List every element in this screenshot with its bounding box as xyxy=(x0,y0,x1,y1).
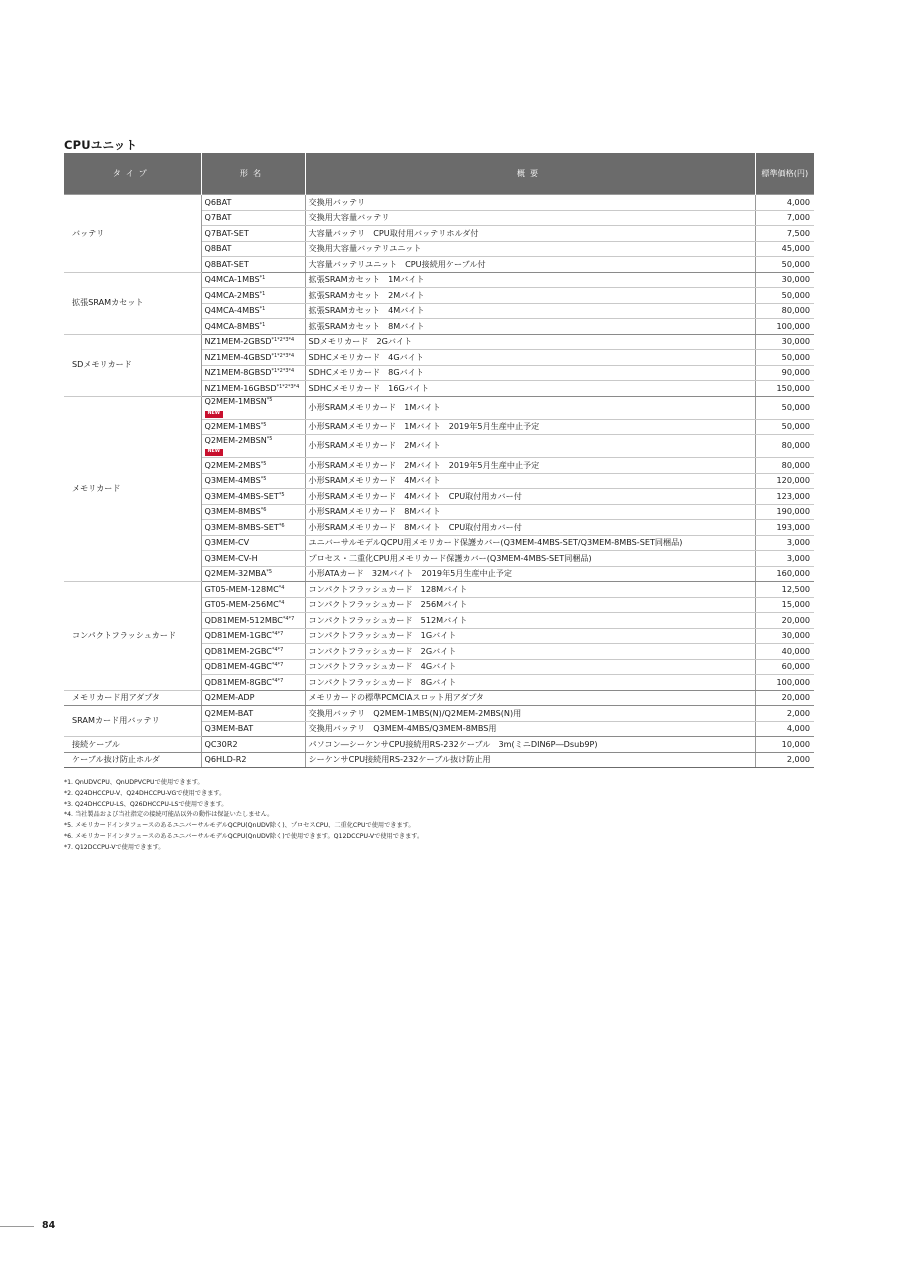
model-name: Q2MEM-2MBSN xyxy=(204,434,267,445)
cell-type: メモリカード用アダプタ xyxy=(64,690,201,706)
cell-price: 160,000 xyxy=(755,566,814,582)
footnote-ref: *5 xyxy=(278,491,285,498)
cell-type: SDメモリカード xyxy=(64,334,201,396)
cell-price: 45,000 xyxy=(755,241,814,257)
cell-price: 4,000 xyxy=(755,195,814,211)
cell-price: 15,000 xyxy=(755,597,814,613)
cell-model xyxy=(201,566,305,582)
cell-price: 100,000 xyxy=(755,675,814,691)
cell-description: 交換用バッテリ xyxy=(305,195,755,211)
cell-model xyxy=(201,535,305,551)
cell-price: 3,000 xyxy=(755,551,814,567)
cell-price: 50,000 xyxy=(755,257,814,273)
cell-price: 7,000 xyxy=(755,210,814,226)
model-name: QD81MEM-2GBC xyxy=(204,645,272,656)
footnote-ref: *4 xyxy=(278,600,285,607)
cell-description: コンパクトフラッシュカード 2Gバイト xyxy=(305,644,755,660)
cell-price: 20,000 xyxy=(755,613,814,629)
table-body xyxy=(64,195,814,768)
cell-model xyxy=(201,381,305,397)
cell-model xyxy=(201,350,305,366)
cell-description: 小形SRAMメモリカード 1Mバイト xyxy=(305,396,755,419)
model-name: Q2MEM-1MBSN xyxy=(204,396,267,407)
cell-price: 30,000 xyxy=(755,628,814,644)
model-name: Q3MEM-BAT xyxy=(204,723,254,734)
cell-model xyxy=(201,288,305,304)
model-name: Q3MEM-4MBS-SET xyxy=(204,490,279,501)
model-name: Q3MEM-CV-H xyxy=(204,552,258,563)
cell-price: 30,000 xyxy=(755,272,814,288)
cell-model xyxy=(201,582,305,598)
cell-description: SDHCメモリカード 8Gバイト xyxy=(305,365,755,381)
header-price: 標準価格(円) xyxy=(755,153,814,195)
cell-description: 交換用大容量バッテリユニット xyxy=(305,241,755,257)
cell-description: SDHCメモリカード 16Gバイト xyxy=(305,381,755,397)
table-row xyxy=(64,396,814,419)
cell-price: 2,000 xyxy=(755,752,814,768)
cell-description: 大容量バッテリ CPU取付用バッテリホルダ付 xyxy=(305,226,755,242)
footnote-ref: *5 xyxy=(260,476,267,483)
cpu-unit-table xyxy=(64,153,814,768)
footnote-ref: *6 xyxy=(260,507,267,514)
footnote-ref: *1 xyxy=(259,290,266,297)
model-name: Q3MEM-CV xyxy=(204,537,250,548)
cell-description: 拡張SRAMカセット 1Mバイト xyxy=(305,272,755,288)
cell-model xyxy=(201,257,305,273)
cell-description: SDHCメモリカード 4Gバイト xyxy=(305,350,755,366)
table-row xyxy=(64,272,814,288)
footnote-ref: *4*7 xyxy=(271,631,284,638)
footnote: *1. QnUDVCPU、QnUDPVCPUで使用できます。 xyxy=(64,779,204,786)
cell-model xyxy=(201,737,305,753)
cell-description: コンパクトフラッシュカード 1Gバイト xyxy=(305,628,755,644)
cell-price: 10,000 xyxy=(755,737,814,753)
cell-model xyxy=(201,644,305,660)
model-name: Q2MEM-2MBS xyxy=(204,459,261,470)
footnote: *4. 当社製品および当社指定の接続可能品以外の動作は保証いたしません。 xyxy=(64,811,274,819)
table-row xyxy=(64,334,814,350)
cell-model xyxy=(201,504,305,520)
footnote-ref: *1 xyxy=(259,275,266,282)
cell-price: 80,000 xyxy=(755,435,814,458)
cell-description: 小形SRAMメモリカード 8Mバイト CPU取付用カバー付 xyxy=(305,520,755,536)
cell-description: プロセス・二重化CPU用メモリカード保護カバー(Q3MEM-4MBS-SET同梱品) xyxy=(305,551,755,567)
cell-model xyxy=(201,675,305,691)
footnote-ref: *1*2*3*4 xyxy=(271,352,295,359)
footnote-ref: *4*7 xyxy=(282,615,295,622)
cell-model xyxy=(201,396,305,419)
cell-model xyxy=(201,597,305,613)
cell-model xyxy=(201,303,305,319)
table-row xyxy=(64,582,814,598)
footnote-ref: *5 xyxy=(266,435,273,442)
cell-price: 60,000 xyxy=(755,659,814,675)
model-name: GT05-MEM-256MC xyxy=(204,599,279,610)
new-badge: NEW xyxy=(205,411,224,418)
cell-description: メモリカードの標準PCMCIAスロット用アダプタ xyxy=(305,690,755,706)
model-name: Q2MEM-ADP xyxy=(204,692,255,703)
footnote-ref: *5 xyxy=(260,460,267,467)
cell-model xyxy=(201,690,305,706)
model-name: Q7BAT xyxy=(204,212,232,223)
cell-model xyxy=(201,489,305,505)
cell-model xyxy=(201,551,305,567)
cell-price: 90,000 xyxy=(755,365,814,381)
cell-description: コンパクトフラッシュカード 256Mバイト xyxy=(305,597,755,613)
cell-description: 大容量バッテリユニット CPU接続用ケーブル付 xyxy=(305,257,755,273)
footnote-ref: *1 xyxy=(259,321,266,328)
model-name: NZ1MEM-8GBSD xyxy=(204,367,272,378)
cell-price: 193,000 xyxy=(755,520,814,536)
cell-price: 123,000 xyxy=(755,489,814,505)
header-description: 概要 xyxy=(305,153,755,195)
footnote-ref: *1*2*3*4 xyxy=(271,337,295,344)
footnote-ref: *4*7 xyxy=(271,646,284,653)
cell-price: 4,000 xyxy=(755,721,814,737)
cell-model xyxy=(201,226,305,242)
model-name: Q2MEM-32MBA xyxy=(204,568,267,579)
page-number: 84 xyxy=(42,1220,56,1231)
cell-model xyxy=(201,721,305,737)
model-name: NZ1MEM-4GBSD xyxy=(204,351,272,362)
cell-description: コンパクトフラッシュカード 128Mバイト xyxy=(305,582,755,598)
footnote-ref: *4*7 xyxy=(271,677,284,684)
model-name: QD81MEM-1GBC xyxy=(204,630,272,641)
cell-price: 40,000 xyxy=(755,644,814,660)
cell-description: SDメモリカード 2Gバイト xyxy=(305,334,755,350)
model-name: Q4MCA-1MBS xyxy=(204,274,260,285)
footnote-ref: *5 xyxy=(266,397,273,404)
cell-model xyxy=(201,752,305,768)
footnote: *2. Q24DHCCPU-V、Q24DHCCPU-VGで使用できます。 xyxy=(64,789,226,797)
footnote-ref: *4 xyxy=(278,584,285,591)
page-number-rule xyxy=(0,1226,34,1227)
cell-price: 190,000 xyxy=(755,504,814,520)
cell-model xyxy=(201,365,305,381)
model-name: Q3MEM-8MBS-SET xyxy=(204,521,279,532)
cell-description: 小形SRAMメモリカード 1Mバイト 2019年5月生産中止予定 xyxy=(305,419,755,435)
model-name: QD81MEM-4GBC xyxy=(204,661,272,672)
footnote-ref: *5 xyxy=(260,422,267,429)
model-name: Q4MCA-8MBS xyxy=(204,320,260,331)
model-name: QD81MEM-8GBC xyxy=(204,676,272,687)
section-title: CPUユニット xyxy=(64,138,138,152)
cell-model xyxy=(201,628,305,644)
cell-price: 120,000 xyxy=(755,473,814,489)
cell-model xyxy=(201,319,305,335)
cell-price: 150,000 xyxy=(755,381,814,397)
cell-model xyxy=(201,241,305,257)
footnote: *7. Q12DCCPU-Vで使用できます。 xyxy=(64,843,165,851)
cell-model xyxy=(201,334,305,350)
cell-price: 50,000 xyxy=(755,396,814,419)
model-name: Q4MCA-2MBS xyxy=(204,289,260,300)
footnote-ref: *6 xyxy=(278,522,285,529)
cell-type: ケーブル抜け防止ホルダ xyxy=(64,752,201,768)
cell-description: 小形ATAカード 32Mバイト 2019年5月生産中止予定 xyxy=(305,566,755,582)
table-header-row xyxy=(64,153,814,195)
model-name: Q8BAT-SET xyxy=(204,258,249,269)
cell-model xyxy=(201,210,305,226)
model-name: Q7BAT-SET xyxy=(204,227,249,238)
table-row xyxy=(64,737,814,753)
cell-type: 拡張SRAMカセット xyxy=(64,272,201,334)
footnote: *3. Q24DHCCPU-LS、Q26DHCCPU-LSで使用できます。 xyxy=(64,800,228,808)
cell-description: パソコン―シーケンサCPU接続用RS-232ケーブル 3m(ミニDIN6P―Dsub9P) xyxy=(305,737,755,753)
cell-description: コンパクトフラッシュカード 4Gバイト xyxy=(305,659,755,675)
footnote: *6. メモリカードインタフェースのあるユニバーサルモデルQCPU(QnUDV除く)で使用できます。Q12DCCPU-Vで使用できます。 xyxy=(64,832,424,840)
model-name: QD81MEM-512MBC xyxy=(204,614,283,625)
cell-price: 50,000 xyxy=(755,350,814,366)
model-name: Q8BAT xyxy=(204,243,232,254)
cell-price: 100,000 xyxy=(755,319,814,335)
footnote-ref: *1*2*3*4 xyxy=(271,368,295,375)
cell-price: 20,000 xyxy=(755,690,814,706)
cell-model xyxy=(201,520,305,536)
cell-price: 3,000 xyxy=(755,535,814,551)
cell-description: 交換用バッテリ Q3MEM-4MBS/Q3MEM-8MBS用 xyxy=(305,721,755,737)
cell-description: コンパクトフラッシュカード 512Mバイト xyxy=(305,613,755,629)
header-model: 形名 xyxy=(201,153,305,195)
header-type: タイプ xyxy=(64,153,201,195)
cell-type: メモリカード xyxy=(64,396,201,582)
cell-price: 30,000 xyxy=(755,334,814,350)
model-name: NZ1MEM-16GBSD xyxy=(204,382,277,393)
model-name: Q3MEM-4MBS xyxy=(204,475,261,486)
footnote-ref: *1 xyxy=(259,306,266,313)
footnote: *5. メモリカードインタフェースのあるユニバーサルモデルQCPU(QnUDV除く)、プロセスCPU、二重化CPUで使用できます。 xyxy=(64,822,415,830)
footnote-ref: *4*7 xyxy=(271,662,284,669)
cell-description: 小形SRAMメモリカード 2Mバイト xyxy=(305,435,755,458)
cell-price: 80,000 xyxy=(755,303,814,319)
cell-type: SRAMカード用バッテリ xyxy=(64,706,201,737)
table-row xyxy=(64,690,814,706)
model-name: Q2MEM-1MBS xyxy=(204,421,261,432)
cell-price: 50,000 xyxy=(755,419,814,435)
cell-model xyxy=(201,458,305,474)
cell-description: 交換用大容量バッテリ xyxy=(305,210,755,226)
cell-price: 12,500 xyxy=(755,582,814,598)
model-name: GT05-MEM-128MC xyxy=(204,583,279,594)
cell-model xyxy=(201,195,305,211)
model-name: Q4MCA-4MBS xyxy=(204,305,260,316)
cell-model xyxy=(201,435,305,458)
cell-type: 接続ケーブル xyxy=(64,737,201,753)
cell-description: 拡張SRAMカセット 4Mバイト xyxy=(305,303,755,319)
model-name: Q6BAT xyxy=(204,196,232,207)
cell-description: コンパクトフラッシュカード 8Gバイト xyxy=(305,675,755,691)
cell-description: 交換用バッテリ Q2MEM-1MBS(N)/Q2MEM-2MBS(N)用 xyxy=(305,706,755,722)
cell-description: 小形SRAMメモリカード 2Mバイト 2019年5月生産中止予定 xyxy=(305,458,755,474)
cell-model xyxy=(201,613,305,629)
new-badge: NEW xyxy=(205,449,224,456)
cell-description: 小形SRAMメモリカード 8Mバイト xyxy=(305,504,755,520)
cell-description: ユニバーサルモデルQCPU用メモリカード保護カバー(Q3MEM-4MBS-SET/Q3MEM-8MBS-SET同梱品) xyxy=(305,535,755,551)
cell-description: シーケンサCPU接続用RS-232ケーブル抜け防止用 xyxy=(305,752,755,768)
model-name: NZ1MEM-2GBSD xyxy=(204,336,272,347)
cell-price: 80,000 xyxy=(755,458,814,474)
cell-model xyxy=(201,419,305,435)
cell-type: バッテリ xyxy=(64,195,201,273)
cell-description: 小形SRAMメモリカード 4Mバイト CPU取付用カバー付 xyxy=(305,489,755,505)
footnote-ref: *1*2*3*4 xyxy=(276,383,300,390)
cell-price: 2,000 xyxy=(755,706,814,722)
cell-price: 7,500 xyxy=(755,226,814,242)
cell-model xyxy=(201,659,305,675)
cell-model xyxy=(201,272,305,288)
model-name: QC30R2 xyxy=(204,738,238,749)
table-row xyxy=(64,706,814,722)
model-name: Q2MEM-BAT xyxy=(204,707,254,718)
table-row xyxy=(64,195,814,211)
model-name: Q6HLD-R2 xyxy=(204,754,247,765)
model-name: Q3MEM-8MBS xyxy=(204,506,261,517)
table-row xyxy=(64,752,814,768)
footnote-ref: *5 xyxy=(266,569,273,576)
cell-description: 拡張SRAMカセット 8Mバイト xyxy=(305,319,755,335)
cell-price: 50,000 xyxy=(755,288,814,304)
footnotes xyxy=(64,778,423,854)
cell-description: 小形SRAMメモリカード 4Mバイト xyxy=(305,473,755,489)
cell-model xyxy=(201,706,305,722)
cell-model xyxy=(201,473,305,489)
cell-type: コンパクトフラッシュカード xyxy=(64,582,201,691)
cell-description: 拡張SRAMカセット 2Mバイト xyxy=(305,288,755,304)
